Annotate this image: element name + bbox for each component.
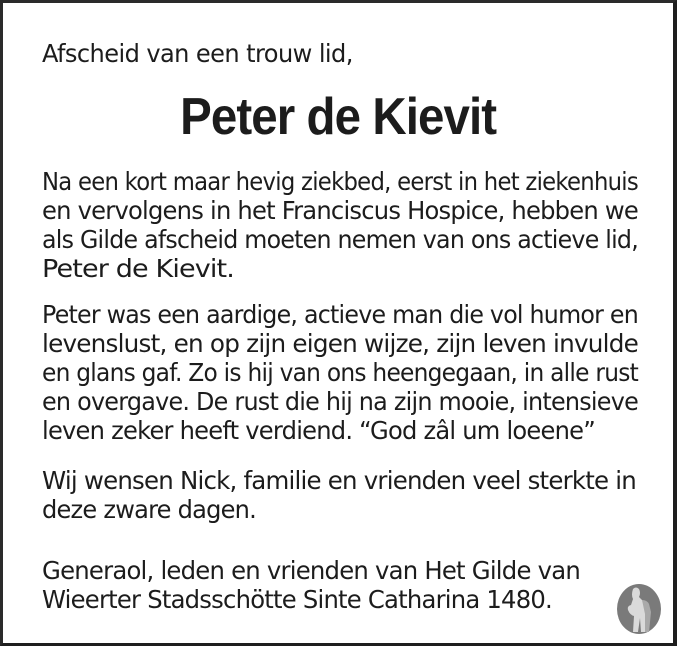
- text-line-content: Wij wensen Nick, familie en vrienden veel sterkte in: [42, 466, 636, 495]
- text-line: [42, 254, 636, 283]
- text-line-content: levenslust, en op zijn eigen wijze, zijn leven invulde: [42, 329, 638, 358]
- deceased-name-text: Peter de Kievit: [179, 88, 496, 146]
- text-line-content: deze zware dagen.: [42, 495, 256, 524]
- text-line: [42, 300, 636, 329]
- text-line-content: Na een kort maar hevig ziekbed, eerst in het ziekenhuis: [42, 167, 638, 196]
- text-line-content: als Gilde afscheid moeten nemen van ons actieve lid,: [42, 225, 638, 254]
- paragraph-illness: [42, 167, 636, 283]
- text-line: [42, 329, 636, 358]
- deceased-name: [3, 89, 673, 145]
- text-line-content: Wieerter Stadsschötte Sinte Catharina 1480.: [42, 585, 552, 614]
- paragraph-character: [42, 300, 636, 445]
- paragraph-signature: [42, 556, 636, 614]
- text-line-content: en vervolgens in het Franciscus Hospice, hebben we: [42, 196, 638, 225]
- text-line-content: Generaol, leden en vrienden van Het Gilde van: [42, 556, 580, 585]
- text-line: [42, 416, 636, 445]
- text-line-content: Peter was een aardige, actieve man die vol humor en: [42, 300, 638, 329]
- text-line-content: leven zeker heeft verdiend. “God zâl um loeene”: [42, 416, 595, 445]
- text-line: [42, 495, 636, 524]
- text-line-content: Peter de Kievit.: [42, 254, 235, 283]
- text-line: [42, 358, 636, 387]
- text-line: [42, 556, 636, 585]
- embracing-figures-icon: [615, 583, 663, 635]
- paragraph-condolences: [42, 466, 636, 524]
- text-line: [42, 225, 636, 254]
- text-line-content: en overgave. De rust die hij na zijn mooie, intensieve: [42, 387, 638, 416]
- text-line: [42, 196, 636, 225]
- text-line: [42, 585, 636, 614]
- text-line: [42, 167, 636, 196]
- intro-line: Afscheid van een trouw lid,: [42, 39, 353, 68]
- text-line: [42, 387, 636, 416]
- text-line-content: en glans gaf. Zo is hij van ons heengegaan, in alle rust: [42, 358, 638, 387]
- text-line: [42, 466, 636, 495]
